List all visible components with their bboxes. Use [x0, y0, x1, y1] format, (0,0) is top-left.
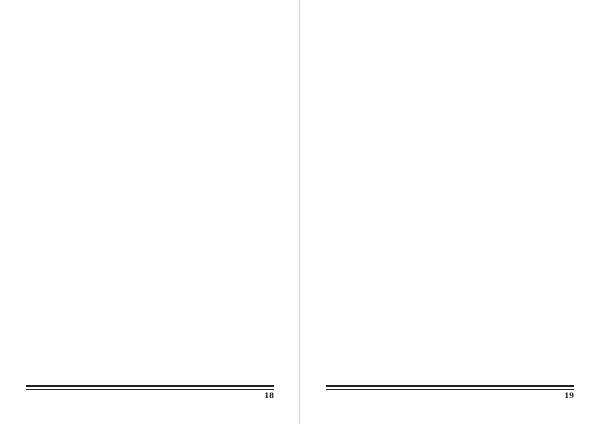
text-line	[332, 177, 566, 181]
text-line	[32, 83, 232, 87]
verse-line	[366, 340, 522, 344]
text-line	[332, 309, 566, 313]
text-line	[332, 83, 566, 87]
text-line	[332, 73, 566, 77]
footer-rule	[326, 385, 574, 387]
verse-row	[340, 326, 550, 336]
text-line	[332, 262, 566, 266]
footer-rule-thin	[326, 389, 574, 390]
text-line	[332, 272, 566, 276]
body-text	[32, 36, 266, 94]
verse-row	[340, 357, 550, 367]
text-line	[332, 62, 566, 66]
text-line	[332, 320, 566, 324]
section-title	[428, 41, 472, 51]
text-line	[332, 146, 566, 150]
verse-line	[366, 350, 530, 354]
text-line	[332, 283, 566, 287]
text-line	[32, 62, 262, 66]
text-line	[332, 125, 566, 129]
verse-row	[340, 218, 550, 228]
verse-row	[340, 336, 550, 346]
verse-block	[340, 326, 550, 368]
verse-line	[366, 360, 536, 364]
verse-row	[340, 239, 550, 249]
verse-line	[366, 329, 526, 333]
verse-row	[340, 229, 550, 239]
text-line	[32, 36, 260, 40]
text-line	[332, 197, 566, 201]
verse-row	[340, 347, 550, 357]
text-line	[332, 156, 566, 160]
body-text-top	[332, 52, 566, 218]
text-line	[32, 73, 264, 77]
verse-line	[366, 222, 528, 226]
page-number: 19	[564, 391, 574, 400]
text-line	[332, 94, 566, 98]
text-line	[332, 166, 566, 170]
verse-block	[340, 208, 550, 250]
text-line	[332, 52, 552, 56]
text-line	[332, 187, 566, 191]
text-line	[32, 46, 122, 50]
text-line	[332, 293, 470, 297]
text-line	[332, 104, 566, 108]
verse-row	[340, 208, 550, 218]
verse-line	[366, 242, 534, 246]
text-line	[332, 114, 566, 118]
footer-rule-thin	[26, 389, 274, 390]
footer-rule	[26, 385, 274, 387]
right-page	[300, 0, 600, 424]
text-line	[332, 135, 566, 139]
verse-line	[366, 232, 524, 236]
page-number: 18	[264, 391, 274, 400]
verse-line	[366, 211, 516, 215]
